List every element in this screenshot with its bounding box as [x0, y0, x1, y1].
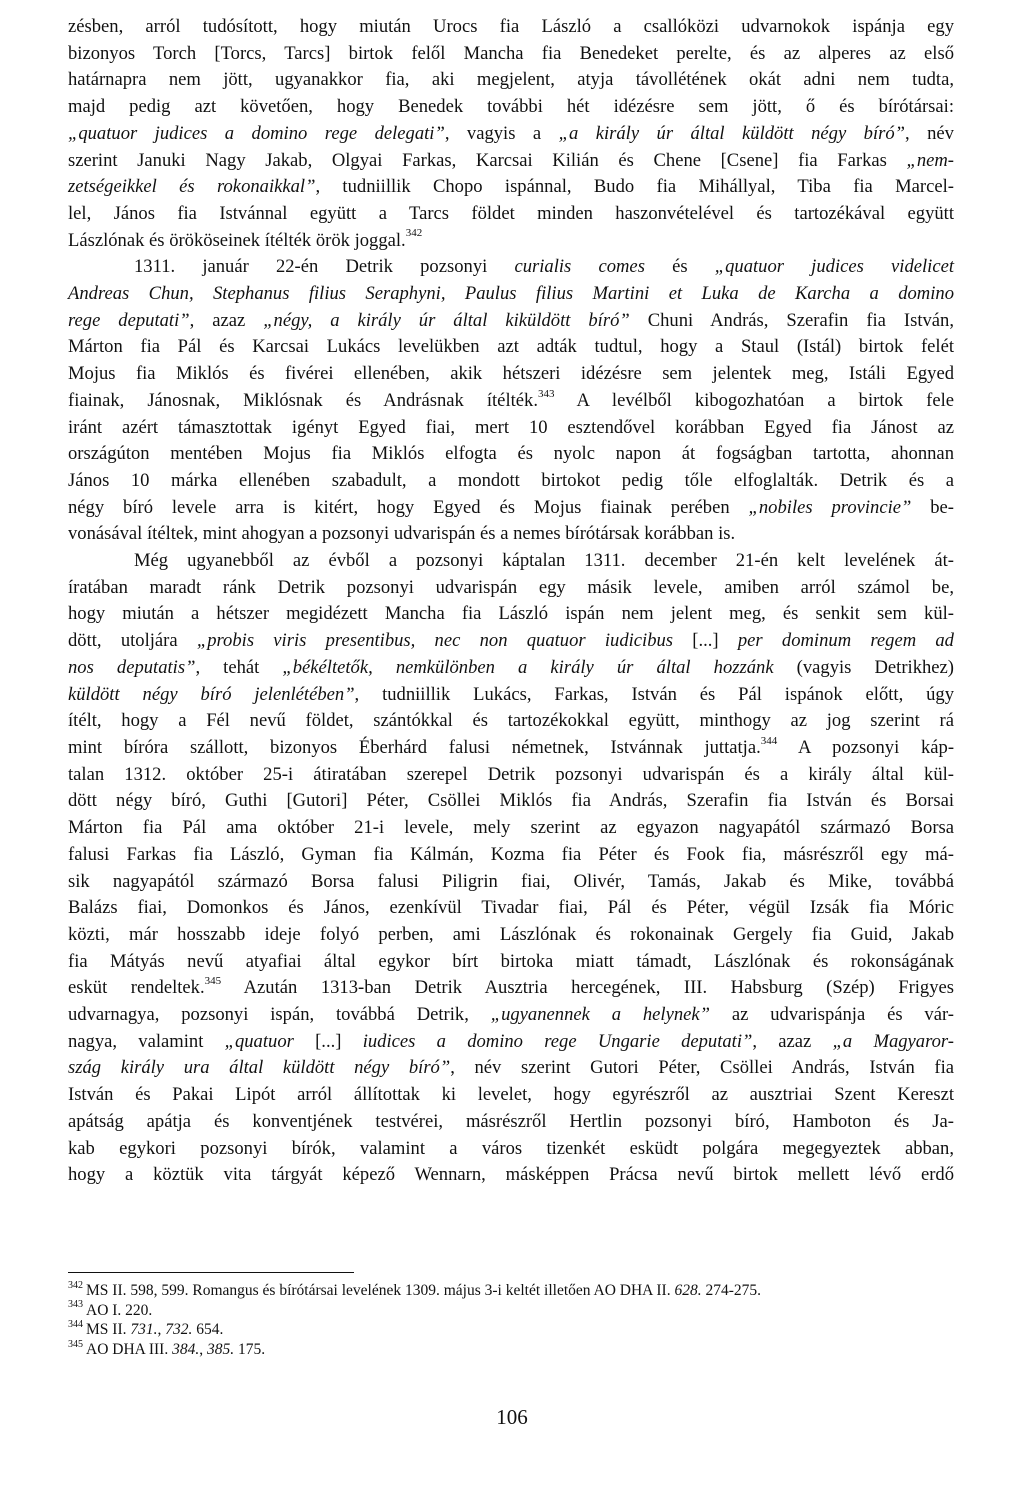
footnote-text [86, 1302, 152, 1319]
text-run: MS II. 598, 599. Romangus és bírótársai levelének 1309. május 3-i keltét illetően AO DHA II. [86, 1282, 675, 1299]
text-run: , vagyis a [444, 122, 559, 144]
text-run: nagya, valamint [68, 1030, 225, 1052]
text-line: fia Mátyás nevű atyafiai által egykor bírt birtoka miatt támadt, Lászlónak és rokonságának [68, 950, 954, 972]
text-line [68, 735, 954, 762]
footnote [68, 1340, 954, 1360]
text-run: curialis comes [514, 256, 645, 278]
text-line: majd pedig azt követően, hogy Benedek további hét idézésre sem jött, ő és bírótársai: [68, 96, 954, 118]
footnote-number: 342 [68, 1279, 83, 1291]
text-run: 1311. január 22-én Detrik pozsonyi [134, 256, 515, 278]
text-line: országúton mentében Mojus fia Miklós elfogta és nyolc napon át fogságban tartotta, ahonnan [68, 443, 954, 465]
text-run: per dominum regem ad [737, 630, 954, 652]
footnote-number: 344 [68, 1319, 83, 1331]
text-run: „probis viris presentibus, nec non quatuor iudicibus [196, 630, 674, 652]
text-line [68, 1029, 954, 1056]
text-line [68, 121, 954, 148]
text-line: lel, János fia Istvánnal együtt a Tarcs földet minden haszonvételével és tartozékával együtt [68, 202, 954, 224]
text-line [68, 281, 954, 308]
footnote-reference: 345 [204, 975, 222, 988]
text-run: esküt rendeltek. [68, 977, 205, 999]
text-line [68, 228, 954, 255]
text-run: , [199, 1340, 207, 1358]
text-run: be- [911, 496, 954, 518]
text-line [68, 682, 954, 709]
text-line: íratában maradt ránk Detrik pozsonyi udvarispán egy másik levele, amiben arról számol be, [68, 576, 954, 598]
text-line: iránt azért támasztottak igényt Egyed fiai, mert 10 esztendővel korábban Egyed fia Jánost az [68, 416, 954, 438]
text-line [68, 308, 954, 335]
text-line: hogy miután a hétszer megidézett Mancha fia László ispán nem jelent meg, és senkit sem kül- [68, 603, 954, 625]
footnote-text [86, 1321, 223, 1338]
footnotes [68, 1281, 954, 1359]
text-line: hogy a köztük vita tárgyát képező Wennarn, másképpen Prácsa nevű birtok mellett lévő erdő [68, 1164, 954, 1186]
text-run: „nem- [906, 149, 954, 171]
text-run: küldött négy bíró jelenlétében” [68, 683, 355, 705]
text-line: kab egykori pozsonyi bírók, valamint a város tizenkét esküdt polgára megegyeztek abban, [68, 1137, 954, 1159]
text-line: dött négy bíró, Guthi [Gutori] Péter, Csöllei Miklós fia András, Szerafin fia István és Borsai [68, 790, 954, 812]
footnote [68, 1301, 954, 1321]
text-line: határnapra nem jött, ugyanakkor fia, aki megjelent, atyja távollétének okát adni nem tudta, [68, 69, 954, 91]
text-run: fiainak, Jánosnak, Miklósnak és Andrásnak ítélték. [68, 389, 538, 411]
text-run: AO DHA III. [86, 1340, 173, 1358]
text-run: szág király ura által küldött négy bíró” [68, 1057, 451, 1079]
text-line [68, 388, 954, 415]
text-line [68, 148, 954, 175]
text-run: nos deputatis” [68, 656, 196, 678]
text-line: közti, már hosszabb ideje folyó perben, ami Lászlónak és rokonainak Gergely fia Guid, Jakab [68, 923, 954, 945]
text-run: „quatuor [224, 1030, 294, 1052]
text-run: Lászlónak és örököseinek ítélték örök joggal. [68, 229, 406, 251]
text-line: Balázs fiai, Domonkos és János, ezenkívül Tivadar fiai, Pál és Péter, végül Izsák fia Móric [68, 897, 954, 919]
footnote-text [86, 1282, 761, 1299]
text-run: az udvarispánja és vár- [710, 1004, 954, 1026]
text-line: apátság apátja és konventjének testvérei, másrészről Hertlin pozsonyi bíró, Hamboton és Ja- [68, 1110, 954, 1132]
text-line [68, 655, 954, 682]
text-run: szerint Januki Nagy Jakab, Olgyai Farkas, Karcsai Kilián és Chene [Csene] fia Farkas [68, 149, 907, 171]
footnote [68, 1281, 954, 1301]
text-run: 732. [165, 1321, 193, 1339]
text-line: vonásával ítéltek, mint ahogyan a pozsonyi udvarispán és a nemes bírótársak korábban is. [68, 523, 736, 545]
text-run: [...] [673, 630, 738, 652]
text-run: rege deputati” [68, 309, 190, 331]
text-line [68, 174, 954, 201]
footnote [68, 1320, 954, 1340]
footnote-number: 343 [68, 1299, 83, 1311]
text-run: mint bíróra szállott, bizonyos Éberhárd falusi németnek, Istvánnak juttatja. [68, 736, 761, 758]
text-run: (vagyis Detrikhez) [773, 656, 954, 678]
text-run: , azaz [189, 309, 264, 331]
text-run: 384. [172, 1340, 200, 1358]
text-line: István és Pakai Lipót arról állítottak ki levelet, hogy egyrészről az ausztriai Szent Kereszt [68, 1084, 954, 1106]
text-run: iudices a domino rege Ungarie deputati” [362, 1030, 753, 1052]
text-run: 385. [206, 1340, 235, 1358]
text-line [68, 975, 954, 1002]
footnote-reference: 342 [405, 227, 423, 240]
text-run: , név szerint Gutori Péter, Csöllei András, István fia [450, 1057, 954, 1079]
footnote-text [86, 1341, 265, 1358]
text-run: A pozsonyi káp- [777, 736, 955, 758]
text-line: János 10 márka ellenében szabadult, a mondott birtokot pedig tőle elfoglalták. Detrik és a [68, 469, 954, 491]
text-run: „a király úr által küldött négy bíró” [558, 122, 906, 144]
text-line: ítélt, hogy a Fél nevű földet, szántókkal és tartozékokkal együtt, minthogy az jog szerint rá [68, 710, 954, 732]
text-run: , azaz [752, 1030, 833, 1052]
text-run: „ugyanennek a helynek” [490, 1004, 710, 1026]
text-line: Márton fia Pál ama október 21-i levele, mely szerint az egyazon nagyapától származó Borsa [68, 817, 954, 839]
text-line: Márton fia Pál és Karcsai Lukács levelükben azt adták tudtul, hogy a Staul (Istál) birtok felét [68, 336, 954, 358]
text-run: A levélből kibogozhatóan a birtok fele [554, 389, 954, 411]
text-run: dött, utoljára [68, 630, 197, 652]
text-run: 628. [674, 1282, 702, 1299]
text-run: udvarnagya, pozsonyi ispán, továbbá Detrik, [68, 1004, 491, 1026]
text-run: „nobiles provincie” [748, 496, 912, 518]
text-line [68, 1002, 954, 1029]
text-line: Mojus fia Miklós és fivérei ellenében, akik hétszeri idézésre sem jelentek meg, Istáli Egyed [68, 363, 954, 385]
text-line: zésben, arról tudósított, hogy miután Urocs fia László a csallóközi udvarnokok ispánja egy [68, 16, 954, 37]
text-run: Chuni András, Szerafin fia István, [629, 309, 954, 331]
text-run: 654. [192, 1321, 224, 1339]
text-run: zetségeikkel és rokonaikkal” [68, 176, 316, 198]
text-run: , [157, 1321, 166, 1339]
text-run: négy bíró levele arra is kitért, hogy Egyed és Mojus fiainak perében [68, 496, 749, 518]
text-run: 175. [234, 1340, 266, 1358]
text-run: „quatuor judices videlicet [714, 256, 954, 278]
text-run: Még ugyanebből az évből a pozsonyi káptalan 1311. december 21-én kelt levelének át- [134, 550, 954, 572]
text-run: Andreas Chun, Stephanus filius Seraphyni, Paulus filius Martini et Luka de Karcha a domino [68, 283, 954, 305]
text-line: sik nagyapától származó Borsa falusi Piligrin fiai, Olivér, Tamás, Jakab és Mike, továbbá [68, 870, 954, 892]
text-run: AO I. 220. [86, 1301, 153, 1319]
text-line [68, 254, 954, 281]
text-run: Azután 1313-ban Detrik Ausztria hercegének, III. Habsburg (Szép) Frigyes [221, 977, 955, 999]
footnote-number: 345 [68, 1338, 83, 1350]
text-run: „a Magyaror- [832, 1030, 954, 1052]
body-text [68, 14, 954, 1189]
text-line [68, 548, 954, 575]
text-run: „négy, a király úr által kiküldött bíró” [263, 309, 630, 331]
text-run: és [644, 256, 715, 278]
text-line [68, 628, 954, 655]
text-line: talan 1312. október 25-i átiratában szerepel Detrik pozsonyi udvarispán és a király által kül- [68, 763, 954, 785]
text-line: falusi Farkas fia László, Gyman fia Kálmán, Kozma fia Péter és Fook fia, másrészről egy má- [68, 843, 954, 865]
footnote-reference: 343 [537, 387, 555, 400]
text-run: , név [905, 122, 954, 144]
text-run: MS II. [86, 1321, 131, 1339]
text-line: bizonyos Torch [Torcs, Tarcs] birtok felől Mancha fia Benedeket perelte, és az alperes az első [68, 42, 954, 64]
text-run: , tehát [195, 656, 283, 678]
text-line [68, 1055, 954, 1082]
text-run: 274-275. [701, 1282, 762, 1299]
text-run: , tudniillik Chopo ispánnal, Budo fia Mihállyal, Tiba fia Marcel- [315, 176, 954, 198]
text-line [68, 495, 954, 522]
page-number: 106 [496, 1405, 528, 1429]
text-run: , tudniillik Lukács, Farkas, István és Pál ispánok előtt, úgy [354, 683, 954, 705]
footnote-reference: 344 [760, 734, 778, 747]
text-run: 731. [130, 1321, 158, 1339]
footnote-separator [68, 1272, 354, 1273]
text-run: „quatuor judices a domino rege delegati” [68, 122, 445, 144]
text-run: „békéltetők, nemkülönben a király úr által hozzánk [282, 656, 774, 678]
text-run: [...] [293, 1030, 363, 1052]
